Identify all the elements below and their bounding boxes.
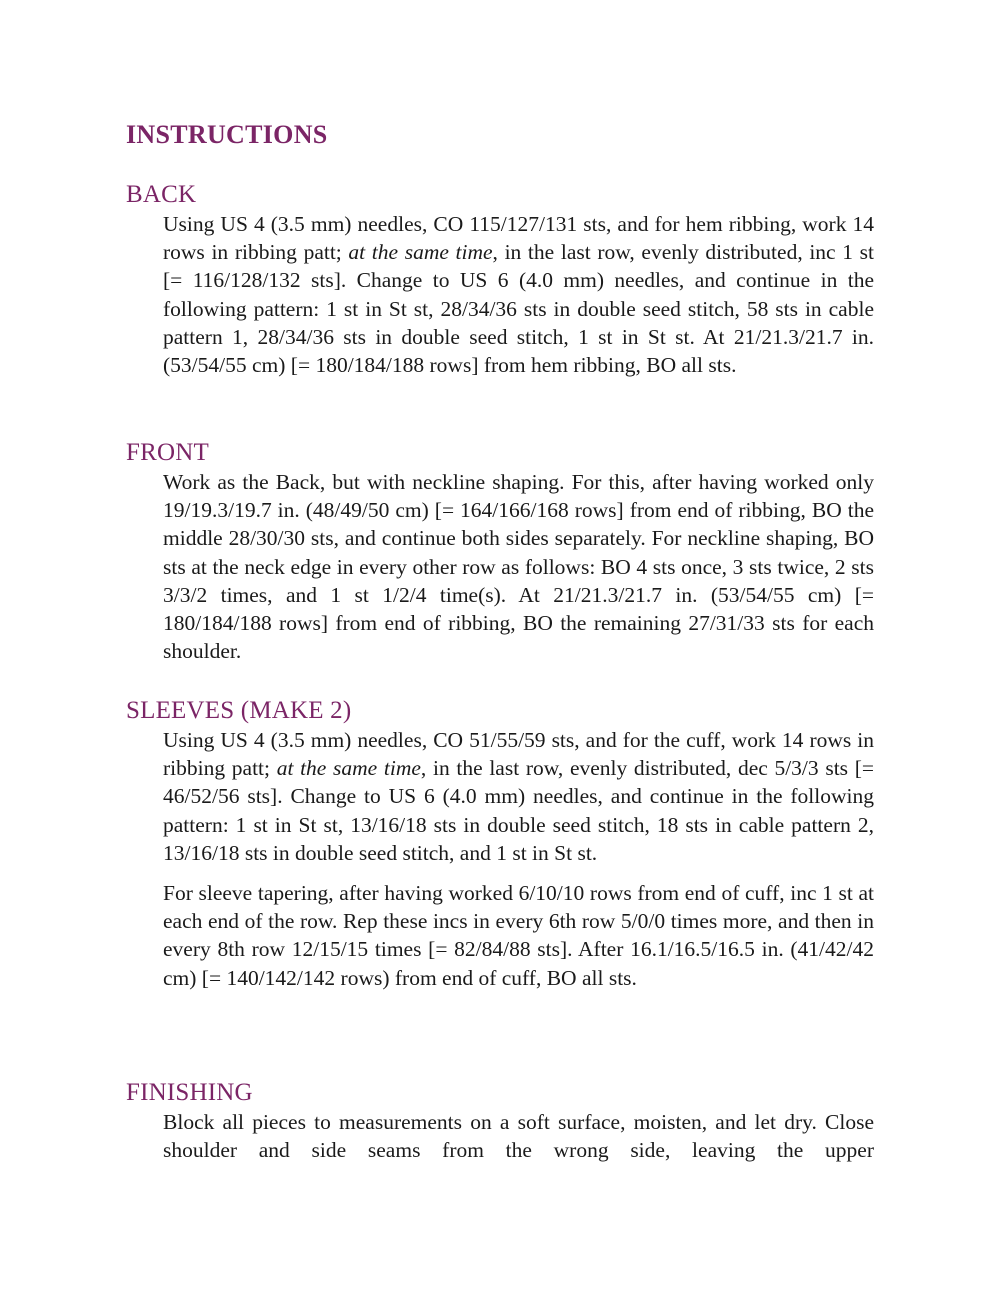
back-text-part-a: Using US 4 (3.5 mm) needles, CO 115/127/131 sts, and for hem ribbing, work 14 rows in ribbing patt; (163, 212, 874, 265)
section-sleeves (126, 696, 874, 992)
section-sleeves-paragraph-2: For sleeve tapering, after having worked 6/10/10 rows from end of cuff, inc 1 st at each end of the row. Rep these incs in every 6th row 5/0/0 times more, and then in every 8th row 12/15/15 times [= 82/84/88 sts]. After 16.1/16.5/16.5 in. (41/42/42 cm) [= 140/142/142 rows) from end of cuff, BO all sts. (163, 881, 874, 990)
section-back (126, 180, 874, 379)
section-front-paragraph: Work as the Back, but with neckline shaping. For this, after having worked only 19/19.3/19.7 in. (48/49/50 cm) [= 164/166/168 rows] from end of ribbing, BO the middle 28/30/30 sts, and continue both sides separately. For neckline shaping, BO sts at the neck edge in every other row as follows: BO 4 sts once, 3 sts twice, 2 sts 3/3/2 times, and 1 st 1/2/4 time(s). At 21/21.3/21.7 in. (53/54/55 cm) [= 180/184/188 rows] from end of ribbing, BO the remaining 27/31/33 sts for each shoulder. (163, 470, 874, 664)
section-heading-front: FRONT (126, 439, 209, 466)
section-heading-back: BACK (126, 181, 197, 208)
section-heading-finishing: FINISHING (126, 1079, 253, 1106)
section-finishing-paragraph: Block all pieces to measurements on a soft surface, moisten, and let dry. Close shoulder and side seams from the wrong side, leaving the upper (163, 1110, 874, 1163)
section-back-paragraph (163, 210, 874, 379)
back-text-part-b: , in the last row, evenly distributed, inc 1 st [= 116/128/132 sts]. Change to US 6 (4.0 mm) needles, and continue in the following pattern: 1 st in St st, 28/34/36 sts in double seed stitch, 58 sts in cable pattern 1, 28/34/36 sts in double seed stitch, 1 st in St st. At 21/21.3/21.7 in. (53/54/55 cm) [= 180/184/188 rows] from hem ribbing, BO all sts. (163, 240, 874, 378)
sleeves-text-part-a: Using US 4 (3.5 mm) needles, CO 51/55/59 sts, and for the cuff, work 14 rows in ribbing patt; (163, 728, 874, 781)
sleeves-text-part-b: , in the last row, evenly distributed, dec 5/3/3 sts [= 46/52/56 sts]. Change to US 6 (4.0 mm) needles, and continue in the following pattern: 1 st in St st, 13/16/18 sts in double seed stitch, 18 sts in cable pattern 2, 13/16/18 sts in double seed stitch, and 1 st in St st. (163, 756, 874, 865)
section-front (126, 438, 874, 665)
sleeves-text-emphasis: at the same time (276, 756, 421, 781)
page-title: INSTRUCTIONS (126, 120, 328, 149)
back-text-emphasis: at the same time (348, 240, 493, 265)
section-finishing (126, 1078, 874, 1164)
section-heading-sleeves: SLEEVES (MAKE 2) (126, 697, 352, 724)
section-sleeves-paragraph-1 (163, 726, 874, 867)
